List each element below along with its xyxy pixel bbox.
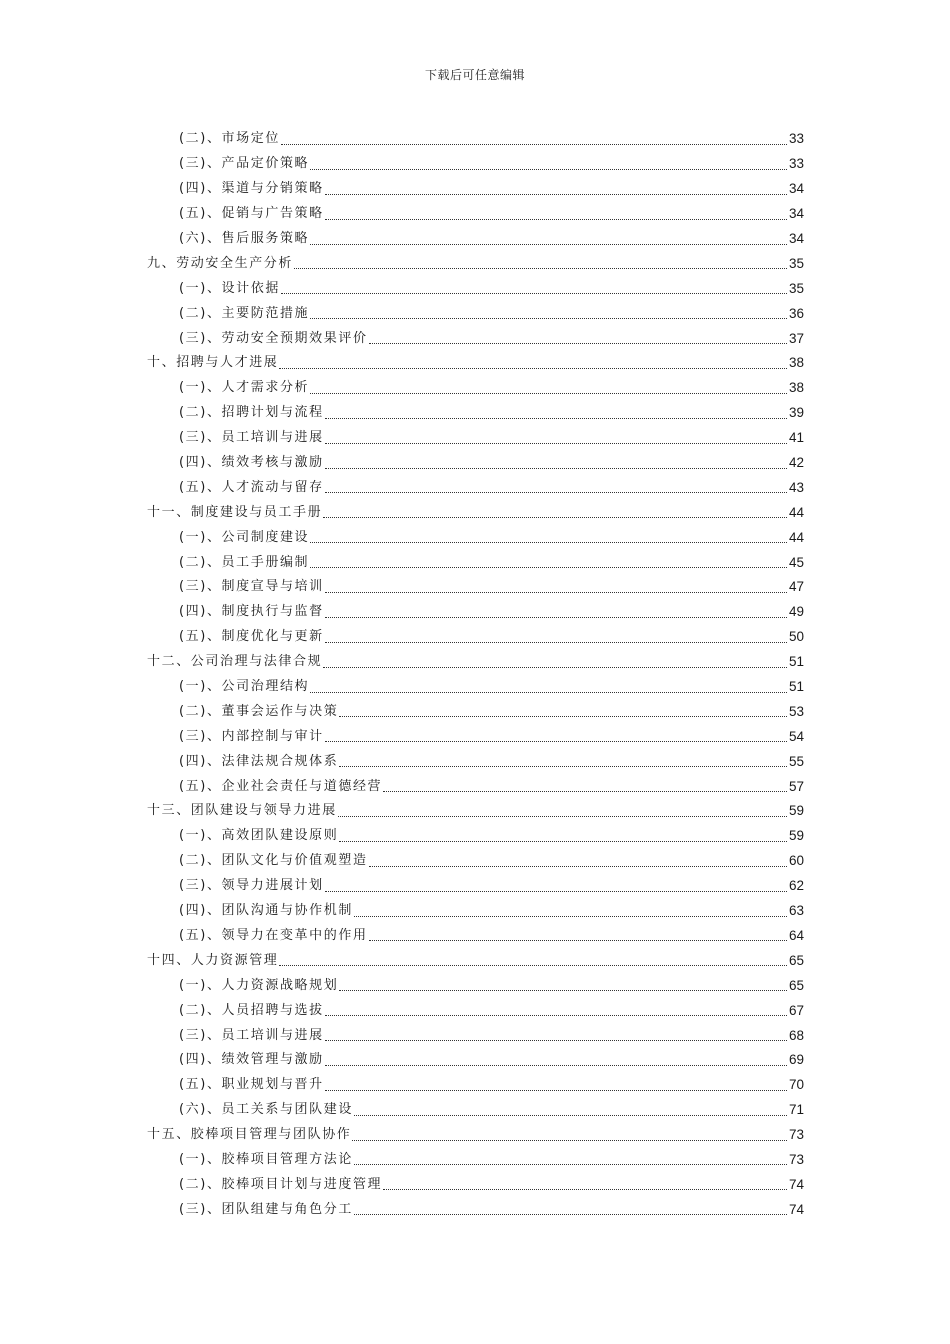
toc-entry-title: (二)、招聘计划与流程	[179, 405, 324, 421]
toc-page-number: 35	[789, 255, 805, 271]
toc-section-entry[interactable]	[0, 874, 950, 899]
toc-entry-title: (二)、胶棒项目计划与进度管理	[179, 1176, 383, 1192]
toc-page-number: 59	[789, 803, 805, 819]
toc-entry-title: (三)、员工培训与进展	[179, 430, 324, 446]
toc-entry-title: (三)、制度宣导与培训	[179, 579, 324, 595]
toc-page-number: 73	[789, 1127, 805, 1143]
toc-dot-leader	[339, 974, 787, 991]
toc-dot-leader	[383, 775, 787, 792]
toc-page-number: 71	[789, 1102, 805, 1118]
toc-section-entry[interactable]	[0, 625, 950, 650]
toc-page-number: 65	[789, 952, 805, 968]
toc-entry-title: (五)、领导力在变革中的作用	[179, 927, 368, 943]
toc-dot-leader	[310, 377, 787, 394]
toc-entry-title: (二)、团队文化与价值观塑造	[179, 853, 368, 869]
toc-entry-title: (三)、团队组建与角色分工	[179, 1201, 353, 1217]
toc-section-entry[interactable]	[0, 849, 950, 874]
toc-entry-title: (一)、胶棒项目管理方法论	[179, 1151, 353, 1167]
toc-entry-title: 十五、胶棒项目管理与团队协作	[147, 1127, 352, 1143]
toc-dot-leader	[325, 178, 787, 195]
toc-entry-title: (一)、设计依据	[179, 280, 280, 296]
toc-page-number: 50	[789, 629, 805, 645]
toc-chapter-entry[interactable]	[0, 1123, 950, 1148]
toc-page-number: 57	[789, 778, 805, 794]
toc-chapter-entry[interactable]	[0, 799, 950, 824]
toc-dot-leader	[325, 725, 787, 742]
toc-dot-leader	[369, 850, 787, 867]
toc-page-number: 67	[789, 1002, 805, 1018]
toc-section-entry[interactable]	[0, 1197, 950, 1222]
toc-dot-leader	[325, 1074, 787, 1091]
toc-entry-title: (二)、主要防范措施	[179, 305, 310, 321]
toc-entry-title: (四)、绩效管理与激励	[179, 1052, 324, 1068]
toc-dot-leader	[310, 302, 787, 319]
toc-dot-leader	[325, 999, 787, 1016]
toc-entry-title: (三)、劳动安全预期效果评价	[179, 330, 368, 346]
toc-page-number: 38	[789, 380, 805, 396]
toc-dot-leader	[325, 601, 787, 618]
toc-section-entry[interactable]	[0, 575, 950, 600]
toc-dot-leader	[310, 153, 787, 170]
toc-dot-leader	[310, 526, 787, 543]
toc-section-entry[interactable]	[0, 475, 950, 500]
toc-page-number: 37	[789, 330, 805, 346]
toc-entry-title: 十一、制度建设与员工手册	[147, 504, 323, 520]
toc-section-entry[interactable]	[0, 301, 950, 326]
toc-page-number: 34	[789, 181, 805, 197]
toc-section-entry[interactable]	[0, 998, 950, 1023]
toc-entry-title: (二)、董事会运作与决策	[179, 703, 339, 719]
toc-page-number: 39	[789, 405, 805, 421]
toc-page-number: 43	[789, 479, 805, 495]
toc-section-entry[interactable]	[0, 724, 950, 749]
toc-entry-title: (六)、售后服务策略	[179, 231, 310, 246]
toc-section-entry[interactable]	[0, 401, 950, 426]
toc-entry-title: 十、招聘与人才进展	[147, 355, 279, 371]
toc-entry-title: (三)、内部控制与审计	[179, 728, 324, 744]
toc-dot-leader	[325, 1049, 787, 1066]
toc-dot-leader	[310, 228, 787, 245]
toc-section-entry[interactable]	[0, 899, 950, 924]
toc-entry-title: (四)、绩效考核与激励	[179, 455, 324, 471]
toc-section-entry[interactable]	[0, 774, 950, 799]
toc-page-number: 44	[789, 504, 805, 520]
page-header: 下载后可任意编辑	[424, 68, 525, 82]
toc-page-number: 34	[789, 206, 805, 222]
toc-entry-title: (四)、法律法规合规体系	[179, 753, 339, 769]
toc-page-number: 59	[789, 828, 805, 844]
toc-page-number: 36	[789, 305, 805, 321]
toc-dot-leader	[325, 576, 787, 593]
toc-dot-leader	[325, 626, 787, 643]
toc-section-entry[interactable]	[0, 451, 950, 476]
toc-dot-leader	[339, 700, 787, 717]
toc-dot-leader	[354, 900, 787, 917]
table-of-contents	[0, 127, 950, 1222]
toc-dot-leader	[352, 1124, 787, 1141]
toc-page-number: 53	[789, 703, 805, 719]
toc-chapter-entry[interactable]	[0, 251, 950, 276]
toc-entry-title: (二)、员工手册编制	[179, 554, 310, 570]
toc-dot-leader	[383, 1173, 787, 1190]
toc-section-entry[interactable]	[0, 973, 950, 998]
toc-section-entry[interactable]	[0, 1073, 950, 1098]
toc-page-number: 42	[789, 455, 805, 471]
toc-section-entry[interactable]	[0, 276, 950, 301]
toc-section-entry[interactable]	[0, 675, 950, 700]
toc-entry-title: (五)、制度优化与更新	[179, 629, 324, 645]
toc-dot-leader	[339, 750, 787, 767]
toc-dot-leader	[323, 651, 787, 668]
toc-section-entry[interactable]	[0, 202, 950, 227]
toc-page-number: 38	[789, 355, 805, 371]
toc-page-number: 54	[789, 728, 805, 744]
toc-dot-leader	[325, 476, 787, 493]
toc-dot-leader	[325, 875, 787, 892]
toc-dot-leader	[325, 203, 787, 220]
toc-section-entry[interactable]	[0, 1023, 950, 1048]
toc-section-entry[interactable]	[0, 824, 950, 849]
toc-section-entry[interactable]	[0, 1148, 950, 1173]
toc-dot-leader	[323, 501, 787, 518]
toc-chapter-entry[interactable]	[0, 500, 950, 525]
toc-page-number: 49	[789, 604, 805, 620]
toc-entry-title: (一)、人才需求分析	[179, 380, 310, 396]
toc-section-entry[interactable]	[0, 699, 950, 724]
toc-page-number: 51	[789, 679, 805, 695]
toc-dot-leader	[281, 277, 787, 294]
toc-entry-title: (一)、公司制度建设	[179, 529, 310, 545]
toc-page-number: 65	[789, 977, 805, 993]
toc-page-number: 68	[789, 1027, 805, 1043]
toc-entry-title: (三)、领导力进展计划	[179, 878, 324, 894]
toc-entry-title: (一)、公司治理结构	[179, 679, 310, 695]
toc-dot-leader	[310, 551, 787, 568]
toc-page-number: 74	[789, 1176, 805, 1192]
toc-entry-title: (三)、产品定价策略	[179, 156, 310, 172]
toc-dot-leader	[354, 1198, 787, 1215]
toc-entry-title: (五)、促销与广告策略	[179, 206, 324, 222]
toc-chapter-entry[interactable]	[0, 351, 950, 376]
toc-chapter-entry[interactable]	[0, 948, 950, 973]
toc-section-entry[interactable]	[0, 1172, 950, 1197]
toc-page-number: 69	[789, 1052, 805, 1068]
toc-section-entry[interactable]	[0, 426, 950, 451]
toc-section-entry[interactable]	[0, 152, 950, 177]
toc-dot-leader	[325, 402, 787, 419]
toc-entry-title: (五)、企业社会责任与道德经营	[179, 778, 383, 794]
toc-section-entry[interactable]	[0, 326, 950, 351]
toc-entry-title: 十四、人力资源管理	[147, 952, 279, 968]
toc-section-entry[interactable]	[0, 177, 950, 202]
toc-entry-title: (五)、职业规划与晋升	[179, 1077, 324, 1093]
toc-dot-leader	[279, 949, 787, 966]
toc-page-number: 55	[789, 753, 805, 769]
toc-chapter-entry[interactable]	[0, 650, 950, 675]
toc-dot-leader	[325, 452, 787, 469]
toc-page-number: 33	[789, 131, 805, 147]
toc-page-number: 74	[789, 1201, 805, 1217]
toc-section-entry[interactable]	[0, 924, 950, 949]
toc-page-number: 62	[789, 878, 805, 894]
toc-entry-title: (四)、制度执行与监督	[179, 604, 324, 620]
toc-page-number: 33	[789, 156, 805, 172]
toc-section-entry[interactable]	[0, 749, 950, 774]
toc-entry-title: (二)、市场定位	[179, 131, 280, 147]
toc-section-entry[interactable]	[0, 600, 950, 625]
toc-dot-leader	[354, 1148, 787, 1165]
toc-dot-leader	[369, 327, 787, 344]
toc-dot-leader	[281, 128, 787, 145]
toc-page-number: 34	[789, 231, 805, 246]
toc-page-number: 64	[789, 927, 805, 943]
toc-page-number: 47	[789, 579, 805, 595]
toc-dot-leader	[354, 1099, 787, 1116]
toc-entry-title: 十二、公司治理与法律合规	[147, 654, 323, 670]
toc-dot-leader	[325, 427, 787, 444]
toc-section-entry[interactable]	[0, 550, 950, 575]
toc-page-number: 51	[789, 654, 805, 670]
toc-dot-leader	[369, 924, 787, 941]
toc-entry-title: 十三、团队建设与领导力进展	[147, 803, 337, 819]
toc-entry-title: (四)、团队沟通与协作机制	[179, 903, 353, 919]
toc-section-entry[interactable]	[0, 1048, 950, 1073]
toc-section-entry[interactable]	[0, 127, 950, 152]
toc-entry-title: (一)、高效团队建设原则	[179, 828, 339, 844]
toc-section-entry[interactable]	[0, 227, 950, 252]
toc-entry-title: (一)、人力资源战略规划	[179, 977, 339, 993]
toc-page-number: 45	[789, 554, 805, 570]
toc-entry-title: (六)、员工关系与团队建设	[179, 1102, 353, 1118]
toc-entry-title: 九、劳动安全生产分析	[147, 255, 294, 271]
toc-dot-leader	[279, 352, 787, 369]
toc-page-number: 60	[789, 853, 805, 869]
toc-page-number: 63	[789, 903, 805, 919]
toc-section-entry[interactable]	[0, 376, 950, 401]
toc-section-entry[interactable]	[0, 525, 950, 550]
toc-entry-title: (四)、渠道与分销策略	[179, 181, 324, 197]
toc-page-number: 73	[789, 1151, 805, 1167]
toc-dot-leader	[310, 676, 787, 693]
toc-page-number: 41	[789, 430, 805, 446]
toc-dot-leader	[339, 825, 787, 842]
toc-entry-title: (五)、人才流动与留存	[179, 479, 324, 495]
toc-page-number: 35	[789, 280, 805, 296]
toc-section-entry[interactable]	[0, 1098, 950, 1123]
toc-page-number: 70	[789, 1077, 805, 1093]
toc-entry-title: (三)、员工培训与进展	[179, 1027, 324, 1043]
toc-dot-leader	[338, 800, 787, 817]
toc-dot-leader	[294, 252, 787, 269]
toc-dot-leader	[325, 1024, 787, 1041]
toc-page-number: 44	[789, 529, 805, 545]
toc-entry-title: (二)、人员招聘与选拔	[179, 1002, 324, 1018]
